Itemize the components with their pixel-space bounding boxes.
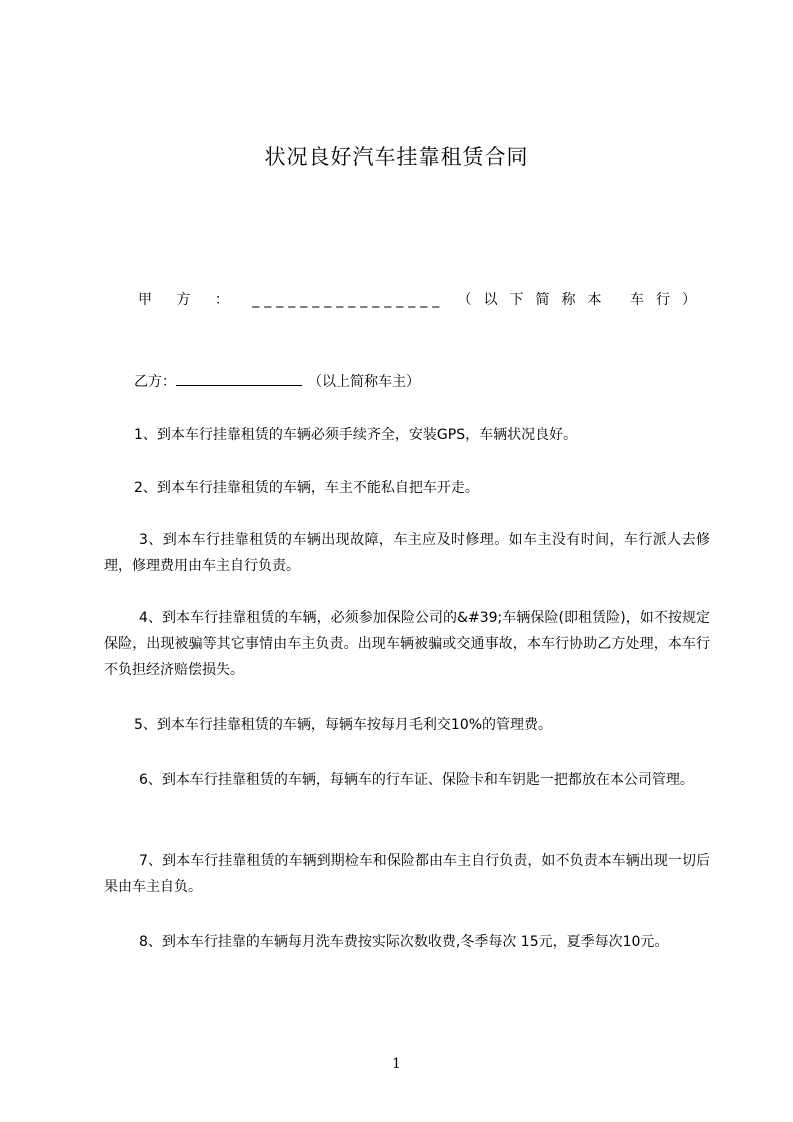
party-b-line (134, 371, 420, 391)
clause-6: 6、到本车行挂靠租赁的车辆，每辆车的行车证、保险卡和车钥匙一把都放在本公司管理。 (139, 772, 694, 788)
clause-7: 7、到本车行挂靠租赁的车辆到期检车和保险都由车主自行负责，如不负责本车辆出现一切后果由车主自负。 (104, 853, 710, 895)
page-number: 1 (392, 1056, 401, 1072)
party-a-label: 甲 方 ： (138, 292, 239, 308)
document-title: 状况良好汽车挂靠租赁合同 (264, 145, 529, 169)
clause-8: 8、到本车行挂靠的车辆每月洗车费按实际次数收费,冬季每次 15元，夏季每次10元。 (139, 934, 669, 950)
party-a-note: （以下简称本 车行） (457, 292, 708, 308)
clause-4: 4、到本车行挂靠租赁的车辆，必须参加保险公司的&#39;车辆保险(即租赁险)，如不按规定保险，出现被骗等其它事情由车主负责。出现车辆被骗或交通事故，本车行协助乙方处理，本车行不负担经济赔偿损失。 (104, 610, 710, 678)
party-b-blank-underline (176, 373, 302, 386)
clause-2: 2、到本车行挂靠租赁的车辆，车主不能私自把车开走。 (134, 480, 479, 496)
clause-1: 1、到本车行挂靠租赁的车辆必须手续齐全，安装GPS，车辆状况良好。 (134, 427, 578, 443)
party-b-note: （以上简称车主） (308, 374, 420, 390)
clause-5: 5、到本车行挂靠租赁的车辆，每辆车按每月毛利交10%的管理费。 (134, 717, 553, 733)
party-a-line (138, 289, 708, 309)
clause-3: 3、到本车行挂靠租赁的车辆出现故障，车主应及时修理。如车主没有时间，车行派人去修理，修理费用由车主自行负责。 (104, 532, 710, 574)
party-b-label: 乙方： (134, 374, 176, 390)
party-a-blank: ________________ (252, 292, 445, 308)
